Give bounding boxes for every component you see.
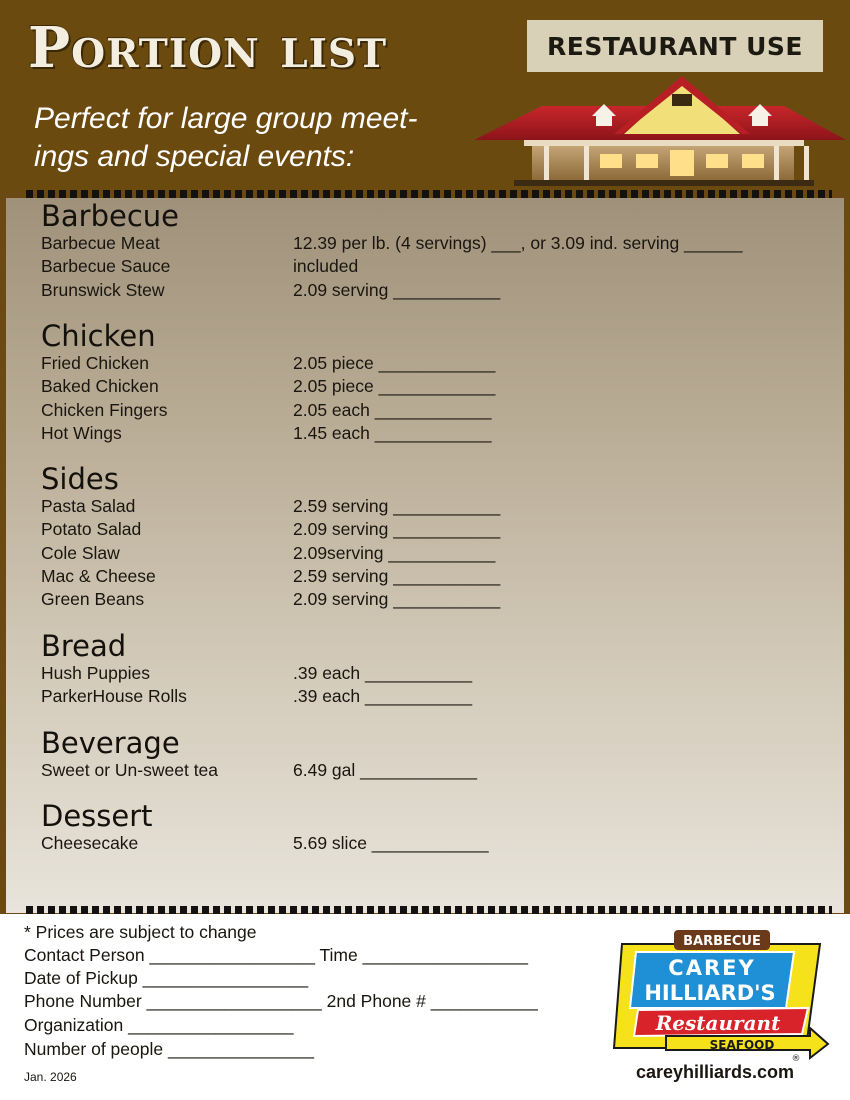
menu-item xyxy=(41,542,496,566)
menu-item xyxy=(41,686,473,709)
item-price: 5.69 slice ____________ xyxy=(293,833,489,853)
menu-item xyxy=(41,760,477,783)
dotted-divider-top xyxy=(26,190,832,198)
subtitle-line-1: Perfect for large group meet- xyxy=(34,102,418,135)
item-name: Barbecue Sauce xyxy=(41,256,171,277)
website-link[interactable]: careyhilliards.com xyxy=(635,1062,795,1082)
menu-item xyxy=(41,422,492,446)
restaurant-building-image xyxy=(474,76,846,190)
item-price: .39 each ___________ xyxy=(293,686,473,707)
section-title: Barbecue xyxy=(41,199,180,233)
item-price: 6.49 gal ____________ xyxy=(293,760,477,780)
section-title: Chicken xyxy=(41,319,156,353)
menu-item xyxy=(41,399,492,423)
section-bread xyxy=(41,629,473,710)
item-price: 2.05 piece ____________ xyxy=(293,376,496,397)
item-name: Green Beans xyxy=(41,589,145,610)
item-name: Sweet or Un-sweet tea xyxy=(41,760,219,780)
menu-item xyxy=(41,496,501,519)
subtitle xyxy=(34,100,504,176)
menu-item xyxy=(41,833,489,856)
menu-item xyxy=(41,589,501,612)
header xyxy=(0,0,850,192)
logo-barbecue-text: BARBECUE xyxy=(683,934,761,949)
restaurant-use-badge: RESTAURANT USE xyxy=(527,20,823,72)
item-name: Hush Puppies xyxy=(41,663,150,683)
item-name: Cole Slaw xyxy=(41,542,120,563)
menu-item xyxy=(41,565,501,589)
item-name: Barbecue Meat xyxy=(41,233,160,253)
item-price: 2.59 serving ___________ xyxy=(293,565,501,586)
item-name: Hot Wings xyxy=(41,422,122,443)
date-of-pickup-field[interactable]: Date of Pickup _________________ xyxy=(24,968,309,988)
item-price: included xyxy=(293,256,359,277)
phone-number-field[interactable]: Phone Number __________________ 2nd Phone # ___________ xyxy=(24,991,538,1011)
section-title: Beverage xyxy=(41,726,180,760)
item-price: 2.09serving ___________ xyxy=(293,542,496,563)
item-price: 2.09 serving ___________ xyxy=(293,589,501,610)
price-note: * Prices are subject to change xyxy=(24,922,257,942)
menu-item xyxy=(41,353,496,376)
section-sides xyxy=(41,462,501,612)
menu-item xyxy=(41,376,496,399)
contact-person-field[interactable]: Contact Person _________________ Time _________________ xyxy=(24,945,529,965)
item-name: Baked Chicken xyxy=(41,376,159,397)
section-barbecue xyxy=(41,199,743,303)
registered-mark: ® xyxy=(791,1054,801,1062)
item-price: 1.45 each ____________ xyxy=(293,422,492,443)
carey-hilliards-logo xyxy=(610,930,832,1062)
item-name: Mac & Cheese xyxy=(41,565,156,586)
item-name: Brunswick Stew xyxy=(41,279,165,300)
menu-item xyxy=(41,519,501,542)
section-title: Sides xyxy=(41,462,119,496)
section-beverage xyxy=(41,726,477,783)
number-of-people-field[interactable]: Number of people _______________ xyxy=(24,1039,314,1059)
item-price: 2.09 serving ___________ xyxy=(293,279,501,300)
item-price: 2.09 serving ___________ xyxy=(293,519,501,540)
logo-restaurant-text: Restaurant xyxy=(655,1011,781,1035)
menu-item xyxy=(41,279,501,303)
item-price: 2.05 each ____________ xyxy=(293,399,492,420)
section-title: Bread xyxy=(41,629,127,663)
item-price: .39 each ___________ xyxy=(293,663,473,683)
item-name: Fried Chicken xyxy=(41,353,149,373)
form-date: Jan. 2026 xyxy=(24,1070,77,1084)
dotted-divider-bottom xyxy=(26,906,832,914)
item-price: 12.39 per lb. (4 servings) ___, or 3.09 ind. serving ______ xyxy=(293,233,743,253)
item-name: Chicken Fingers xyxy=(41,399,168,420)
item-name: Pasta Salad xyxy=(41,496,136,516)
logo-carey-text: CAREY xyxy=(668,956,756,980)
menu-item xyxy=(41,233,743,256)
subtitle-line-2: ings and special events: xyxy=(34,140,355,173)
logo-hilliards-text: HILLIARD'S xyxy=(644,981,776,1005)
section-dessert xyxy=(41,799,489,856)
section-title: Dessert xyxy=(41,799,153,833)
section-chicken xyxy=(41,319,496,446)
item-price: 2.59 serving ___________ xyxy=(293,496,501,516)
menu-item xyxy=(41,256,359,279)
item-price: 2.05 piece ____________ xyxy=(293,353,496,373)
logo-seafood-text: SEAFOOD xyxy=(709,1038,775,1052)
menu-item xyxy=(41,663,473,686)
page-title: Portion list xyxy=(28,15,388,81)
organization-field[interactable]: Organization _________________ xyxy=(24,1015,294,1035)
item-name: Cheesecake xyxy=(41,833,139,853)
item-name: Potato Salad xyxy=(41,519,142,540)
item-name: ParkerHouse Rolls xyxy=(41,686,187,707)
